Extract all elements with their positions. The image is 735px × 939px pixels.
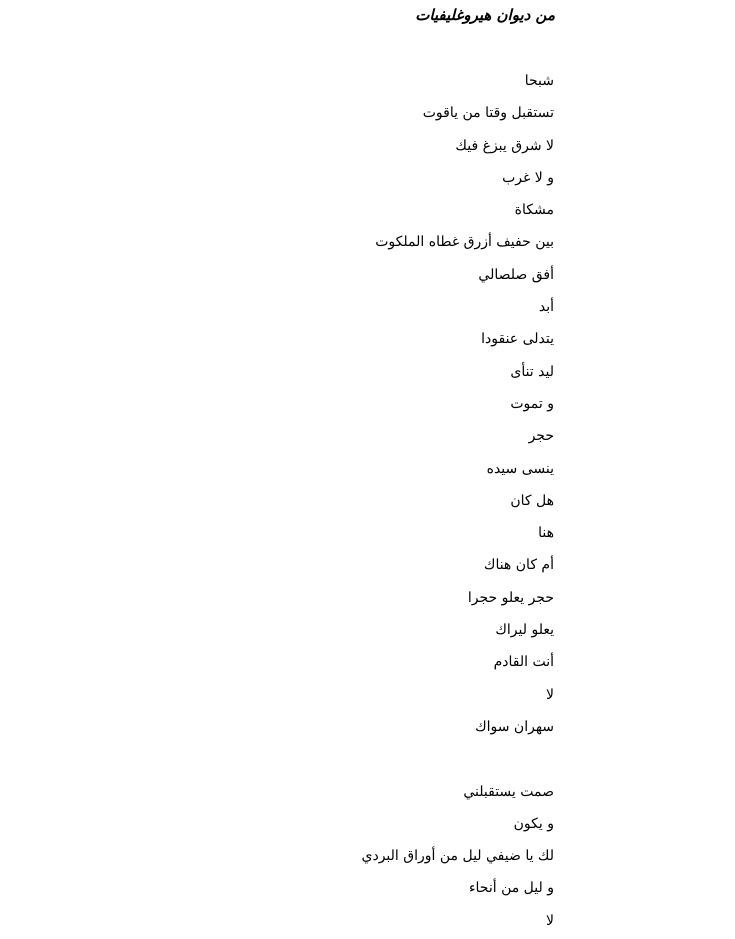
poem-line: هل كان xyxy=(510,492,554,509)
poem-title: من ديوان هيروغليفيات xyxy=(415,6,555,24)
poem-line: و تموت xyxy=(510,395,554,412)
poem-line: شبحا xyxy=(524,73,554,89)
poem-line: أنت القادم xyxy=(493,654,554,671)
poem-line: حجر يعلو حجرا xyxy=(467,589,554,606)
poem-line: أبد xyxy=(538,299,554,316)
poem-line: سهران سواك xyxy=(475,718,554,735)
poem-line: مشكاة xyxy=(514,202,554,219)
poem-line: حجر xyxy=(528,428,554,445)
poem-line: و يكون xyxy=(513,815,554,832)
poem-line: بين حفيف أزرق غطاه الملكوت xyxy=(375,234,554,251)
poem-line: صمت يستقبلني xyxy=(463,783,554,800)
poem-line: أم كان هناك xyxy=(483,557,554,574)
poem-line: و ليل من أنحاء xyxy=(468,880,554,897)
poem-line: يتدلى عنقودا xyxy=(481,331,554,348)
poem-body xyxy=(362,67,555,939)
poem-line: أفق صلصالي xyxy=(478,266,554,283)
poem-line: لا xyxy=(546,912,554,929)
poem-line: يعلو ليراك xyxy=(495,622,554,639)
poem-line: ليد تنأى xyxy=(510,363,554,380)
poem-line: لك يا ضيفي ليل من أوراق البردي xyxy=(361,848,554,865)
poem-line: هنا xyxy=(538,525,554,542)
poem-line: لا xyxy=(546,686,554,703)
poem-line: و لا غرب xyxy=(502,169,554,186)
poem-line: ينسى سيده xyxy=(486,460,554,477)
stanza-break xyxy=(362,745,555,777)
poem-line: تستقبل وقتا من ياقوت xyxy=(422,105,554,122)
poem-line: لا شرق يبزغ فيك xyxy=(455,137,554,154)
